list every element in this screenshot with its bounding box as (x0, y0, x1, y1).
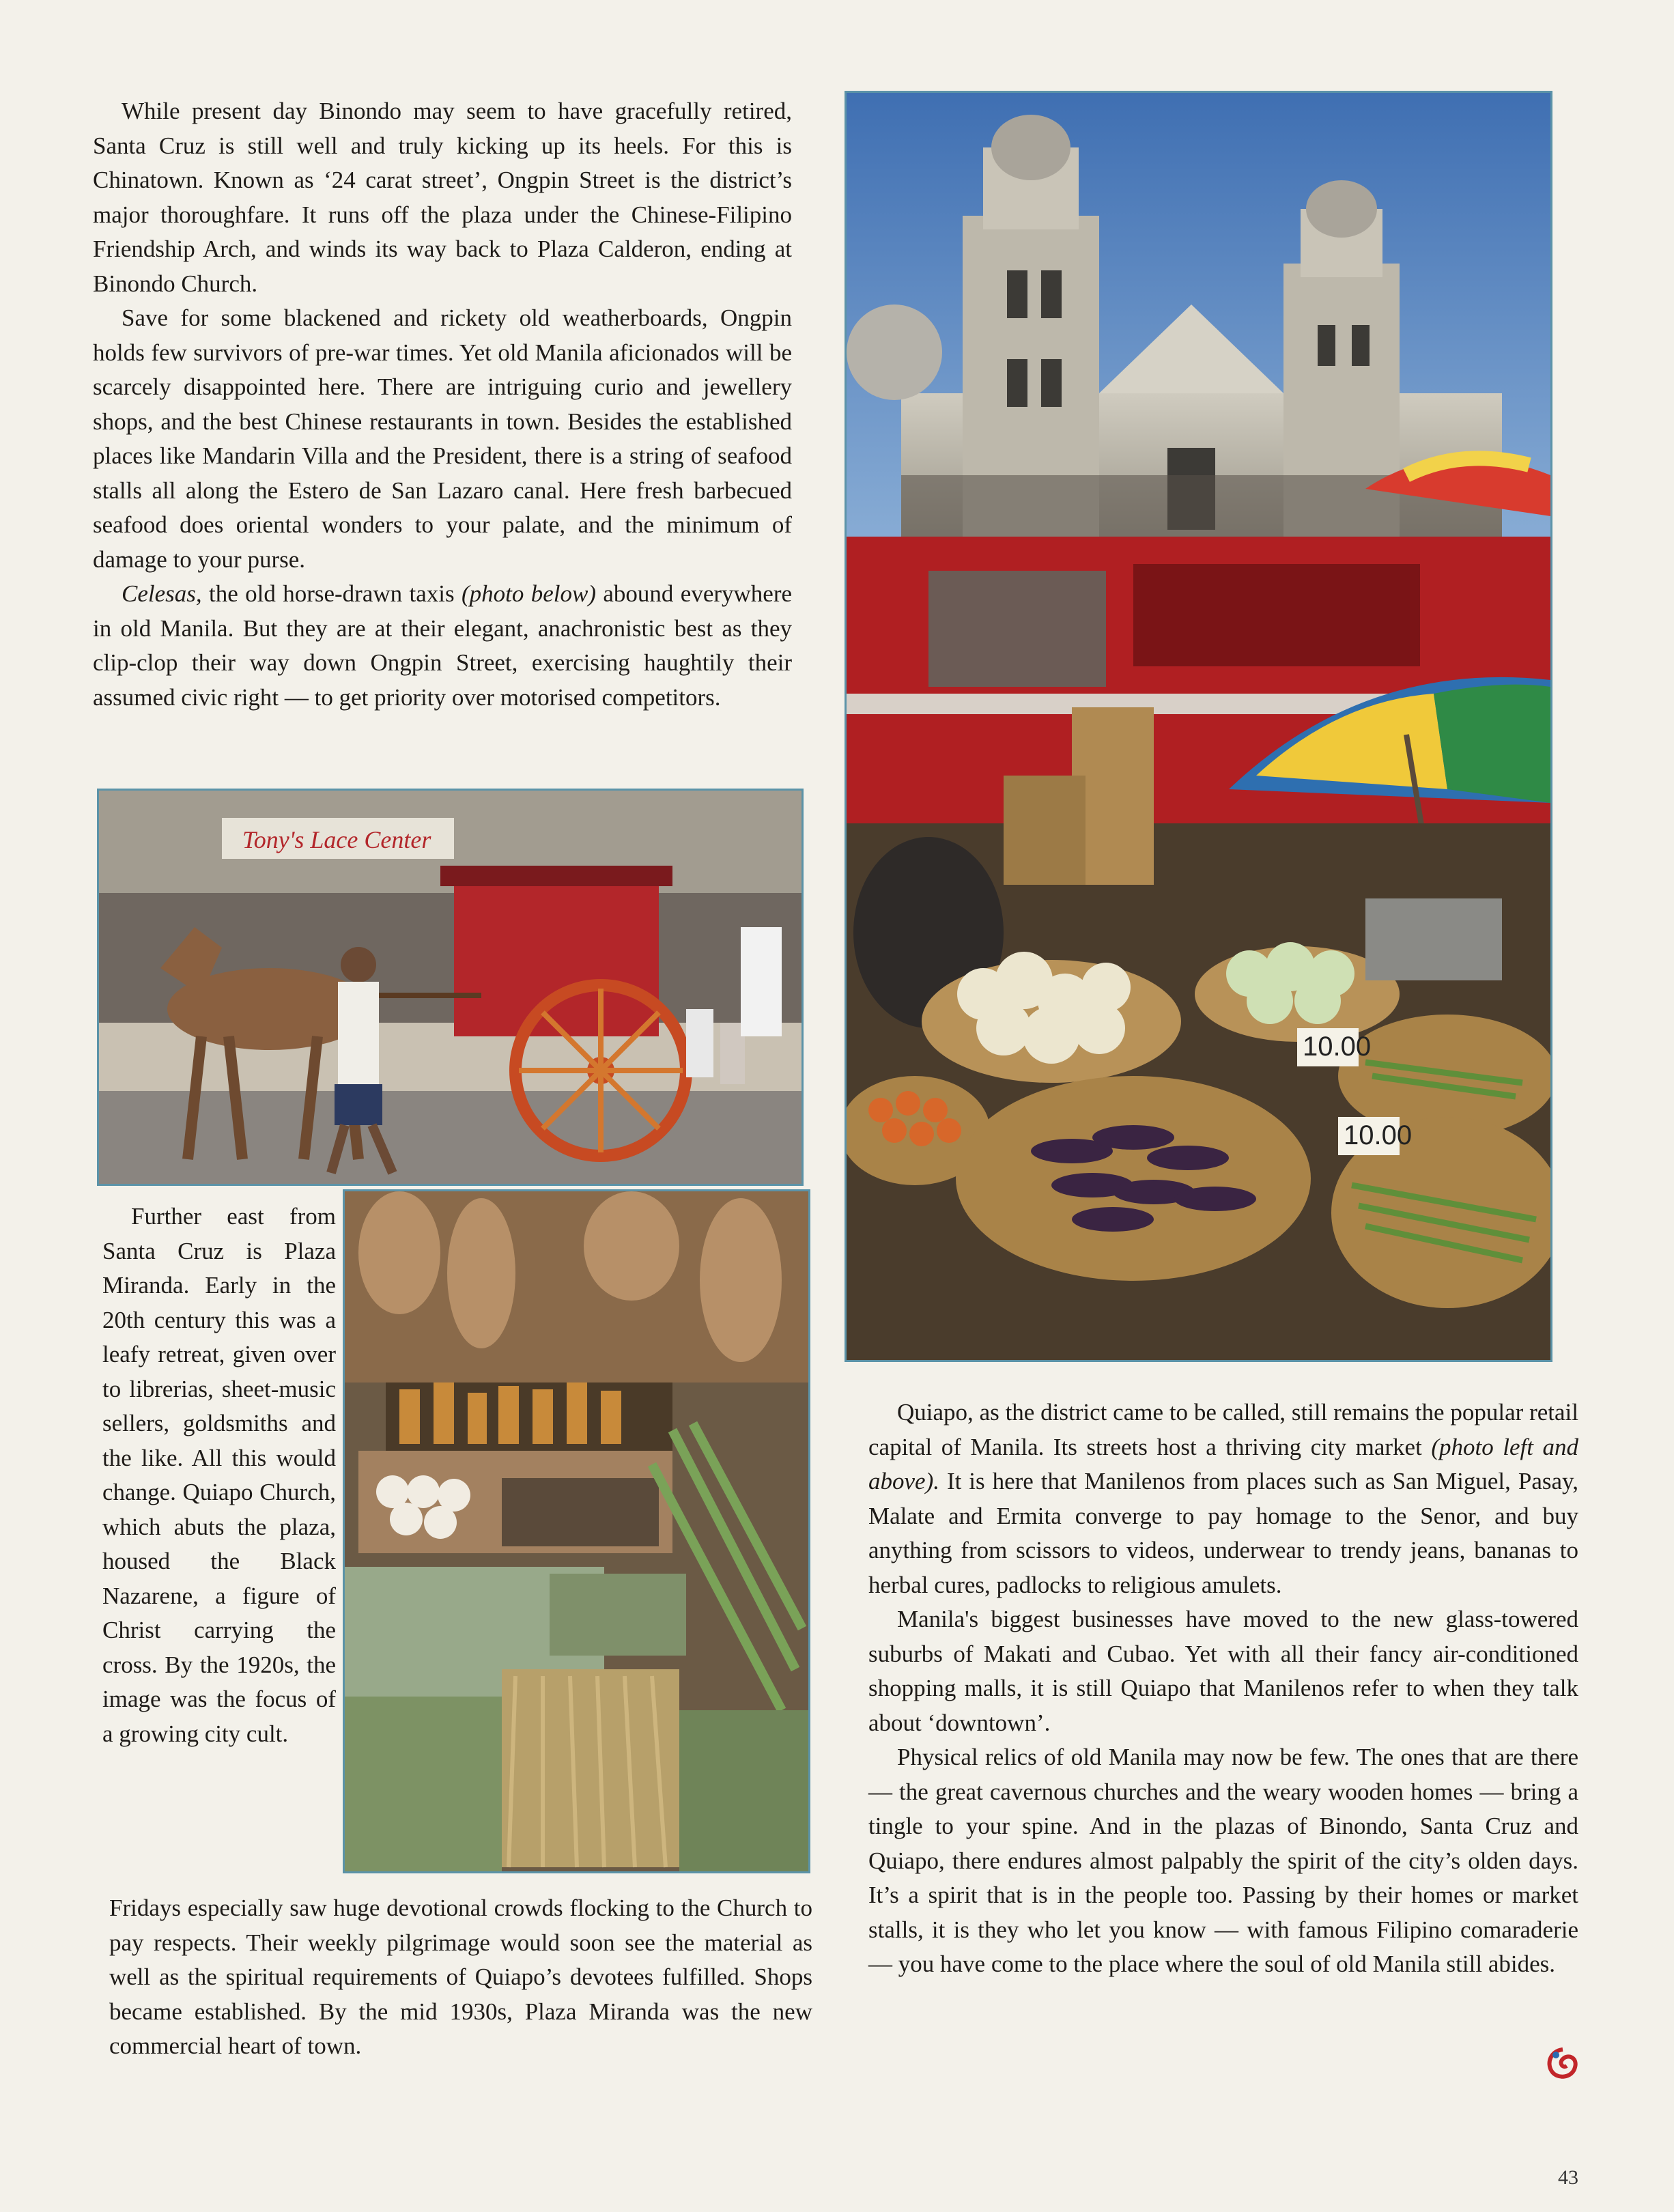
page-number: 43 (1558, 2166, 1578, 2189)
paragraph-makati: Manila's biggest businesses have moved to the new glass-towered suburbs of Makati and Cubao. Yet with all their fancy air-conditioned shopping malls, it is still Quiapo that Manilenos refer to when they talk about ‘downtown’. (868, 1606, 1578, 1736)
paragraph-relics: Physical relics of old Manila may now be few. The ones that are there — the great cavernous churches and the weary wooden homes — bring a tingle to your spine. And in the plazas of Binondo, Santa Cruz and Quiapo, there endures almost palpably the spirit of the city’s olden days. It’s a spirit that is in the people too. Passing by their homes or market stalls, it is they who let you know — with famous Filipino comaraderie — you have come to the place where the soul of old Manila still abides. (868, 1744, 1578, 1977)
column-narrow (102, 1200, 336, 1751)
paragraph-binondo: While present day Binondo may seem to have gracefully retired, Santa Cruz is still well and truly kicking up its heels. For this is Chinatown. Known as ‘24 carat street’, Ongpin Street is the district’s major thoroughfare. It runs off the plaza under the Chinese-Filipino Friendship Arch, and winds its way back to Plaza Calderon, ending at Binondo Church. (93, 98, 792, 297)
photo-quiapo-church-market (845, 91, 1552, 1362)
photo-quiapo-church-market-image (847, 93, 1550, 1360)
paragraph-plaza-miranda: Further east from Santa Cruz is Plaza Miranda. Early in the 20th century this was a leafy retreat, given over to librerias, sheet-music sellers, goldsmiths and the like. All this would change. Quiapo Church, which abuts the plaza, housed the Black Nazarene, a figure of Christ carrying the cross. By the 1920s, the image was the focus of a growing city cult. (102, 1203, 336, 1747)
paragraph-ongpin: Save for some blackened and rickety old weatherboards, Ongpin holds few survivors of pre-war times. Yet old Manila aficionados will be scarcely disappointed here. There are intriguing curio and jewellery shops, and the best Chinese restaurants in town. Besides the established places like Mandarin Villa and the President, there is a string of seafood stalls all along the Estero de San Lazaro canal. Here fresh barbecued seafood does oriental wonders to your palate, and the minimum of damage to your purse. (93, 304, 792, 573)
spiral-end-mark-icon (1542, 2045, 1580, 2084)
paragraph-devotees: Fridays especially saw huge devotional crowds flocking to the Church to pay respects. Their weekly pilgrimage would soon see the material as well as the spiritual requirements of Quiapo’s devotees fulfilled. Shops became established. By the mid 1930s, Plaza Miranda was the new commercial heart of town. (109, 1895, 812, 2059)
photo-reference: (photo below) (462, 580, 597, 607)
text-run: Quiapo, as the district came to be called, still remains the popular retail capital of Manila. Its streets host a thriving city market (868, 1399, 1578, 1460)
text-run: It is here that Manilenos from places such as San Miguel, Pasay, Malate and Ermita converge to pay homage to the Senor, and buy anything from scissors to videos, underwear to trendy jeans, bananas to herbal cures, padlocks to religious amulets. (868, 1468, 1578, 1598)
photo-celesa-carriage (97, 789, 804, 1186)
price-tag-2: 10.00 (1344, 1120, 1413, 1150)
term-celesas: Celesas, (122, 580, 202, 607)
text-run: the old horse-drawn taxis (201, 580, 462, 607)
column-left-bottom (109, 1891, 812, 2064)
paragraph-quiapo (868, 1395, 1578, 1602)
price-tag-1: 10.00 (1303, 1032, 1372, 1062)
column-left-top (93, 94, 792, 715)
photo-herbal-stall (343, 1189, 810, 1873)
photo-celesa-carriage-image (99, 791, 801, 1184)
photo-herbal-stall-image (345, 1191, 808, 1871)
shop-sign: Tony's Lace Center (242, 826, 431, 853)
column-right (868, 1395, 1578, 1982)
photo-reference: (photo left and above). (868, 1433, 1578, 1494)
text-run: abound everywhere in old Manila. But they are at their elegant, anachronistic best as they clip-clop their way down Ongpin Street, exercising haughtily their assumed civic right — to get priority over motorised competitors. (93, 580, 793, 711)
paragraph-celesas (93, 577, 792, 715)
